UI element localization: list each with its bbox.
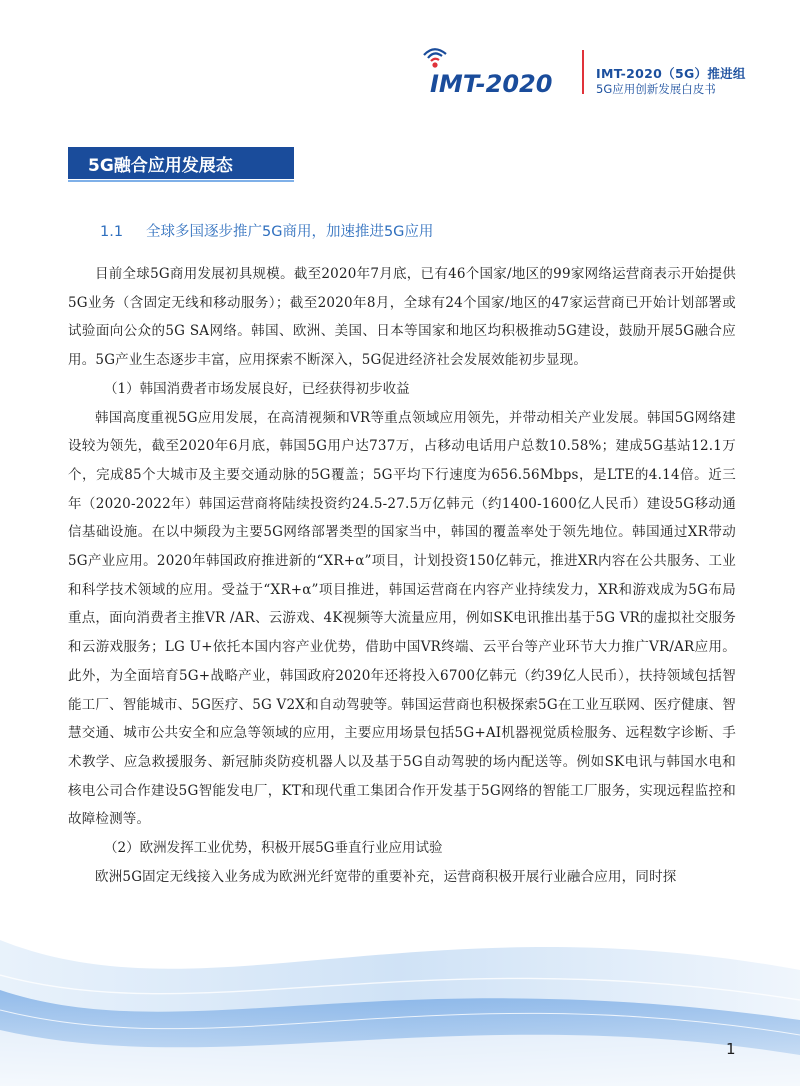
page-number: 1 [726,1040,736,1058]
signal-logo-icon [418,46,573,102]
paragraph-intro: 目前全球5G商用发展初具规模。截至2020年7月底，已有46个国家/地区的99家网络运营商表示开始提供5G业务（含固定无线和移动服务）；截至2020年8月，全球有24个国家/地区的47家运营商已开始计划部署或试验面向公众的5G SA网络。韩国、欧洲、美国、日本等国家和地区均积极推动5G建设，鼓励开展5G融合应用。5G产业生态逐步丰富，应用探索不断深入，5G促进经济社会发展效能初步显现。 [68,266,736,369]
chapter-title: 5G融合应用发展态 [88,156,233,176]
body-content [68,260,736,891]
header-divider [582,50,584,94]
imt2020-logo [418,46,573,102]
section-heading [100,220,433,241]
book-title: 5G应用创新发展白皮书 [596,82,716,96]
paragraph-korea: 韩国高度重视5G应用发展，在高清视频和VR等重点领域应用领先，并带动相关产业发展。韩国5G网络建设较为领先，截至2020年6月底，韩国5G用户达737万，占移动电话用户总数10.58%；建成5G基站12.1万个，完成85个大城市及主要交通动脉的5G覆盖；5G平均下行速度为656.56Mbps，是LTE的4.14倍。近三年（2020-2022年）韩国运营商将陆续投资约24.5-27.5万亿韩元（约1400-1600亿人民币）建设5G移动通信基础设施。在以中频段为主要5G网络部署类型的国家当中，韩国的覆盖率处于领先地位。韩国通过XR带动5G产业应用。2020年韩国政府推进新的“XR+α”项目，计划投资150亿韩元，推进XR内容在公共服务、工业和科学技术领域的应用。受益于“XR+α”项目推进，韩国运营商在内容产业持续发力，XR和游戏成为5G布局重点，面向消费者主推VR /AR、云游戏、4K视频等大流量应用，例如SK电讯推出基于5G VR的虚拟社交服务和云游戏服务；LG U+依托本国内容产业优势，借助中国VR终端、云平台等产业环节大力推广VR/AR应用。此外，为全面培育5G+战略产业，韩国政府2020年还将投入6700亿韩元（约39亿人民币），扶持领域包括智能工厂、智能城市、5G医疗、5G V2X和自动驾驶等。韩国运营商也积极探索5G在工业互联网、医疗健康、智慧交通、城市公共安全和应急等领域的应用，主要应用场景包括5G+AI机器视觉质检服务、远程数字诊断、手术教学、应急救援服务、新冠肺炎防疫机器人以及基于5G自动驾驶的场内配送等。例如SK电讯与韩国水电和核电公司合作建设5G智能发电厂，KT和现代重工集团合作开发基于5G网络的智能工厂服务，实现远程监控和故障检测等。 [68,409,736,828]
section-title: 全球多国逐步推广5G商用，加速推进5G应用 [146,224,434,240]
chapter-banner [68,147,294,179]
section-number: 1.1 [100,224,124,240]
page-header [0,0,800,110]
subheading-europe: （2）欧洲发挥工业优势，积极开展5G垂直行业应用试验 [104,840,443,857]
svg-text:IMT-2020: IMT-2020 [430,70,553,98]
wave-background [0,880,800,1086]
group-name: IMT-2020（5G）推进组 [596,66,746,81]
paragraph-europe: 欧洲5G固定无线接入业务成为欧洲光纤宽带的重要补充，运营商积极开展行业融合应用，同时探 [95,868,677,885]
subheading-korea: （1）韩国消费者市场发展良好，已经获得初步收益 [104,380,410,397]
